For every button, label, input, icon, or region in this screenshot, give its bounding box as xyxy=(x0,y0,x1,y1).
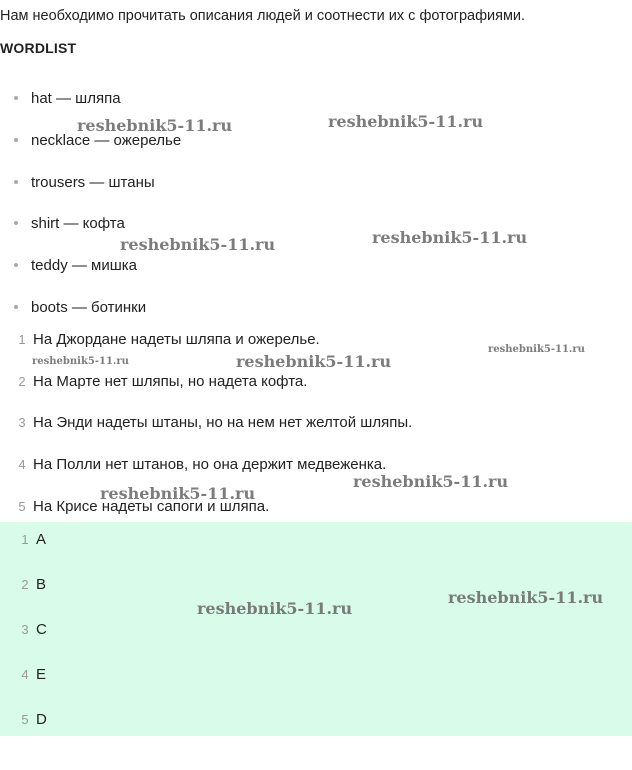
item-number: 2 xyxy=(21,577,29,592)
wordlist-item: hat — шляпа xyxy=(14,89,121,109)
bullet-icon xyxy=(14,96,18,100)
answer-item xyxy=(0,620,47,640)
answer-letter: D xyxy=(36,711,47,728)
watermark: reshebnik5-11.ru xyxy=(488,344,585,355)
wordlist-item: necklace — ожерелье xyxy=(14,131,181,151)
item-number: 5 xyxy=(18,499,26,514)
answer-item xyxy=(0,530,46,550)
description-item xyxy=(0,413,412,433)
watermark: reshebnik5-11.ru xyxy=(372,228,528,247)
wordlist-item: boots — ботинки xyxy=(14,298,146,318)
answer-item xyxy=(0,665,46,685)
bullet-icon xyxy=(14,180,18,184)
wordlist-heading: WORDLIST xyxy=(0,40,77,56)
watermark: reshebnik5-11.ru xyxy=(236,352,392,371)
description-text: На Полли нет штанов, но она держит медвеженка. xyxy=(33,456,387,473)
watermark: reshebnik5-11.ru xyxy=(32,356,129,367)
description-text: На Энди надеты штаны, но на нем нет желтой шляпы. xyxy=(33,414,413,431)
item-number: 3 xyxy=(18,415,26,430)
answer-letter: B xyxy=(36,576,47,593)
answer-item xyxy=(0,575,46,595)
item-number: 4 xyxy=(18,457,26,472)
description-text: На Джордане надеты шляпа и ожерелье. xyxy=(33,331,320,348)
watermark: reshebnik5-11.ru xyxy=(448,588,604,607)
item-number: 1 xyxy=(21,532,29,547)
answer-letter: A xyxy=(36,531,47,548)
item-number: 3 xyxy=(21,622,29,637)
item-number: 2 xyxy=(18,374,26,389)
item-number: 5 xyxy=(21,712,29,727)
watermark: reshebnik5-11.ru xyxy=(77,116,233,135)
watermark: reshebnik5-11.ru xyxy=(353,472,509,491)
bullet-icon xyxy=(14,305,18,309)
description-text: На Марте нет шляпы, но надета кофта. xyxy=(33,373,308,390)
answer-box xyxy=(0,522,632,736)
watermark: reshebnik5-11.ru xyxy=(100,484,256,503)
answer-item xyxy=(0,710,47,730)
description-text: На Крисе надеты сапоги и шляпа. xyxy=(33,498,270,515)
description-item xyxy=(0,372,307,392)
bullet-icon xyxy=(14,263,18,267)
wordlist-item: shirt — кофта xyxy=(14,214,125,234)
bullet-icon xyxy=(14,138,18,142)
wordlist-item: trousers — штаны xyxy=(14,173,155,193)
watermark: reshebnik5-11.ru xyxy=(120,235,276,254)
bullet-icon xyxy=(14,221,18,225)
description-item xyxy=(0,455,386,475)
watermark: reshebnik5-11.ru xyxy=(197,599,353,618)
intro-text: Нам необходимо прочитать описания людей и соотнести их с фотографиями. xyxy=(0,8,526,24)
wordlist-item: teddy — мишка xyxy=(14,256,137,276)
answer-letter: C xyxy=(36,621,47,638)
item-number: 4 xyxy=(21,667,29,682)
description-item xyxy=(0,330,320,350)
answer-letter: E xyxy=(36,666,47,683)
item-number: 1 xyxy=(18,332,26,347)
watermark: reshebnik5-11.ru xyxy=(328,112,484,131)
